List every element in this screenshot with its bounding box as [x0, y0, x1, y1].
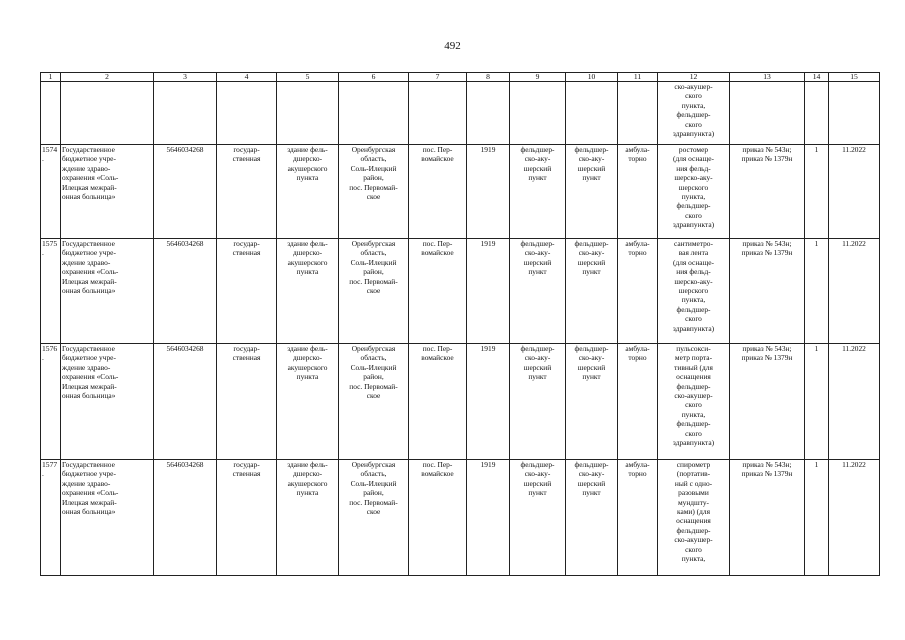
column-header: 5: [277, 73, 339, 82]
building-cell: здание фель- дшерско- акушерского пункта: [277, 145, 339, 239]
quantity-cell: 1: [805, 239, 829, 344]
empty-cell: [409, 82, 467, 145]
address-cell: Оренбургская область, Соль-Илецкий район, пос. Первомай- ское: [339, 460, 409, 576]
ownership-cell: государ- ственная: [217, 344, 277, 460]
year-cell: 1919: [467, 344, 510, 460]
type-cell: фельдшер- ско-аку- шерский пункт: [510, 344, 566, 460]
ownership-cell: государ- ственная: [217, 460, 277, 576]
order-cell: приказ № 543н; приказ № 1379н: [730, 344, 805, 460]
column-header: 7: [409, 73, 467, 82]
row-number: 1576.: [41, 344, 61, 460]
care-cell: амбула- торно: [618, 145, 658, 239]
inn-cell: 5646034268: [154, 460, 217, 576]
row-number: 1577.: [41, 460, 61, 576]
quantity-cell: 1: [805, 145, 829, 239]
empty-cell: [217, 82, 277, 145]
settlement-cell: пос. Пер- вомайское: [409, 344, 467, 460]
date-cell: 11.2022: [829, 145, 880, 239]
table-row: [41, 239, 880, 344]
settlement-cell: пос. Пер- вомайское: [409, 145, 467, 239]
organization-cell: Государственное бюджетное учре- ждение здраво- охранения «Соль- Илецкая межрай- онная больница»: [61, 145, 154, 239]
date-cell: 11.2022: [829, 460, 880, 576]
equipment-cell: спирометр (портатив- ный с одно- разовыми мундшту- ками) (для оснащения фельдшер- ско-акушер- ского пункта,: [658, 460, 730, 576]
equipment-cell: ростомер (для оснаще- ния фельд- шерско-аку- шерского пункта, фельдшер- ского здравпункта): [658, 145, 730, 239]
care-cell: амбула- торно: [618, 344, 658, 460]
quantity-cell: 1: [805, 460, 829, 576]
type-cell: фельдшер- ско-аку- шерский пункт: [566, 460, 618, 576]
empty-cell: [510, 82, 566, 145]
empty-cell: [277, 82, 339, 145]
equipment-table: [40, 72, 880, 576]
column-header: 2: [61, 73, 154, 82]
date-cell: 11.2022: [829, 239, 880, 344]
column-header: 13: [730, 73, 805, 82]
table-row: [41, 344, 880, 460]
quantity-cell: 1: [805, 344, 829, 460]
empty-cell: [730, 82, 805, 145]
organization-cell: Государственное бюджетное учре- ждение здраво- охранения «Соль- Илецкая межрай- онная больница»: [61, 344, 154, 460]
type-cell: фельдшер- ско-аку- шерский пункт: [510, 460, 566, 576]
building-cell: здание фель- дшерско- акушерского пункта: [277, 460, 339, 576]
equipment-cell: сантиметро- вая лента (для оснаще- ния фельд- шерско-аку- шерского пункта, фельдшер- ского здравпункта): [658, 239, 730, 344]
column-header: 1: [41, 73, 61, 82]
organization-cell: Государственное бюджетное учре- ждение здраво- охранения «Соль- Илецкая межрай- онная больница»: [61, 460, 154, 576]
empty-cell: [618, 82, 658, 145]
type-cell: фельдшер- ско-аку- шерский пункт: [510, 239, 566, 344]
type-cell: фельдшер- ско-аку- шерский пункт: [566, 239, 618, 344]
column-header: 15: [829, 73, 880, 82]
column-header: 8: [467, 73, 510, 82]
continuation-row: [41, 82, 880, 145]
empty-cell: [467, 82, 510, 145]
row-number: 1575.: [41, 239, 61, 344]
empty-cell: [41, 82, 61, 145]
year-cell: 1919: [467, 239, 510, 344]
order-cell: приказ № 543н; приказ № 1379н: [730, 460, 805, 576]
empty-cell: [829, 82, 880, 145]
inn-cell: 5646034268: [154, 344, 217, 460]
address-cell: Оренбургская область, Соль-Илецкий район, пос. Первомай- ское: [339, 239, 409, 344]
column-header: 11: [618, 73, 658, 82]
care-cell: амбула- торно: [618, 239, 658, 344]
row-number: 1574.: [41, 145, 61, 239]
column-header: 12: [658, 73, 730, 82]
inn-cell: 5646034268: [154, 145, 217, 239]
empty-cell: [154, 82, 217, 145]
ownership-cell: государ- ственная: [217, 239, 277, 344]
settlement-cell: пос. Пер- вомайское: [409, 460, 467, 576]
type-cell: фельдшер- ско-аку- шерский пункт: [566, 344, 618, 460]
empty-cell: [805, 82, 829, 145]
header-row: [41, 73, 880, 82]
column-header: 6: [339, 73, 409, 82]
equipment-cell: ско-акушер- ского пункта, фельдшер- ского здравпункта): [658, 82, 730, 145]
building-cell: здание фель- дшерско- акушерского пункта: [277, 239, 339, 344]
table-row: [41, 145, 880, 239]
equipment-cell: пульсокси- метр порта- тивный (для оснащения фельдшер- ско-акушер- ского пункта, фельдшер- ского здравпункта): [658, 344, 730, 460]
care-cell: амбула- торно: [618, 460, 658, 576]
settlement-cell: пос. Пер- вомайское: [409, 239, 467, 344]
column-header: 9: [510, 73, 566, 82]
inn-cell: 5646034268: [154, 239, 217, 344]
column-header: 3: [154, 73, 217, 82]
address-cell: Оренбургская область, Соль-Илецкий район, пос. Первомай- ское: [339, 145, 409, 239]
ownership-cell: государ- ственная: [217, 145, 277, 239]
year-cell: 1919: [467, 460, 510, 576]
date-cell: 11.2022: [829, 344, 880, 460]
table-row: [41, 460, 880, 576]
page-number: 492: [444, 40, 461, 52]
address-cell: Оренбургская область, Соль-Илецкий район, пос. Первомай- ское: [339, 344, 409, 460]
empty-cell: [339, 82, 409, 145]
building-cell: здание фель- дшерско- акушерского пункта: [277, 344, 339, 460]
year-cell: 1919: [467, 145, 510, 239]
order-cell: приказ № 543н; приказ № 1379н: [730, 145, 805, 239]
column-header: 14: [805, 73, 829, 82]
empty-cell: [61, 82, 154, 145]
type-cell: фельдшер- ско-аку- шерский пункт: [566, 145, 618, 239]
column-header: 10: [566, 73, 618, 82]
type-cell: фельдшер- ско-аку- шерский пункт: [510, 145, 566, 239]
order-cell: приказ № 543н; приказ № 1379н: [730, 239, 805, 344]
organization-cell: Государственное бюджетное учре- ждение здраво- охранения «Соль- Илецкая межрай- онная больница»: [61, 239, 154, 344]
column-header: 4: [217, 73, 277, 82]
empty-cell: [566, 82, 618, 145]
